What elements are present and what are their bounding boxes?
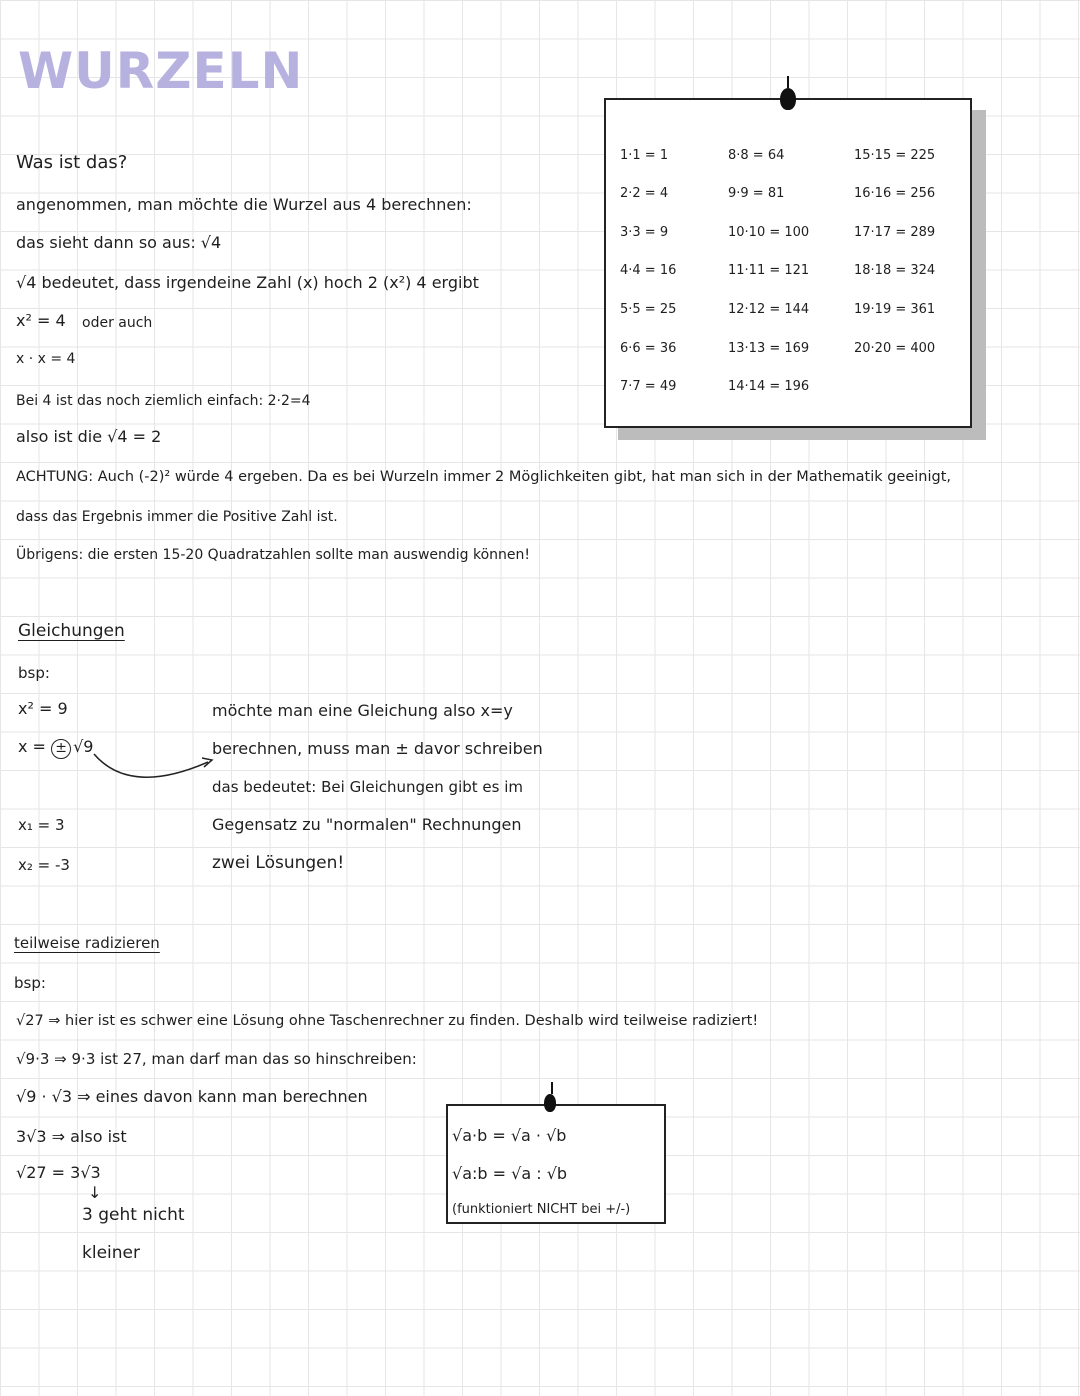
square-14: 14·14 = 196 bbox=[728, 379, 810, 394]
square-18: 18·18 = 324 bbox=[854, 263, 936, 278]
intro-line-4b: oder auch bbox=[82, 315, 153, 331]
square-10: 10·10 = 100 bbox=[728, 225, 810, 240]
square-8: 8·8 = 64 bbox=[728, 148, 785, 163]
rule-1: √a·b = √a · √b bbox=[452, 1126, 567, 1145]
square-19: 19·19 = 361 bbox=[854, 302, 936, 317]
equation-note-3: das bedeutet: Bei Gleichungen gibt es im bbox=[212, 778, 524, 796]
partial-line-4: 3√3 ⇒ also ist bbox=[16, 1127, 127, 1146]
intro-line-4a: x² = 4 bbox=[16, 311, 66, 330]
equation-2-left: x = bbox=[18, 737, 46, 756]
square-2: 2·2 = 4 bbox=[620, 186, 669, 201]
down-arrow-icon: ↓ bbox=[88, 1183, 102, 1202]
pin-icon bbox=[780, 88, 796, 110]
rule-2: √a:b = √a : √b bbox=[452, 1164, 568, 1183]
partial-line-5: √27 = 3√3 bbox=[16, 1163, 101, 1182]
square-12: 12·12 = 144 bbox=[728, 302, 810, 317]
plus-minus-icon: ± bbox=[51, 739, 71, 759]
intro-line-2: das sieht dann so aus: √4 bbox=[16, 233, 222, 252]
square-6: 6·6 = 36 bbox=[620, 341, 677, 356]
partial-line-1: √27 ⇒ hier ist es schwer eine Lösung ohne Taschenrechner zu finden. Deshalb wird teilweise radiziert! bbox=[16, 1013, 759, 1029]
partial-line-3: √9 · √3 ⇒ eines davon kann man berechnen bbox=[16, 1087, 368, 1106]
solution-1: x₁ = 3 bbox=[18, 816, 65, 834]
square-17: 17·17 = 289 bbox=[854, 225, 936, 240]
intro-line-10: Übrigens: die ersten 15-20 Quadratzahlen sollte man auswendig können! bbox=[16, 547, 531, 563]
intro-line-6: Bei 4 ist das noch ziemlich einfach: 2·2=4 bbox=[16, 393, 311, 409]
partial-note-2: kleiner bbox=[82, 1243, 140, 1263]
square-3: 3·3 = 9 bbox=[620, 225, 669, 240]
equation-note-2: berechnen, muss man ± davor schreiben bbox=[212, 739, 543, 758]
intro-line-1: angenommen, man möchte die Wurzel aus 4 berechnen: bbox=[16, 195, 472, 214]
square-16: 16·16 = 256 bbox=[854, 186, 936, 201]
square-1: 1·1 = 1 bbox=[620, 148, 669, 163]
intro-line-7: also ist die √4 = 2 bbox=[16, 427, 162, 446]
equation-note-4: Gegensatz zu "normalen" Rechnungen bbox=[212, 815, 522, 834]
intro-line-9: dass das Ergebnis immer die Positive Zahl ist. bbox=[16, 509, 338, 525]
square-13: 13·13 = 169 bbox=[728, 341, 810, 356]
solution-2: x₂ = -3 bbox=[18, 856, 70, 874]
example-label: bsp: bbox=[18, 664, 50, 682]
square-9: 9·9 = 81 bbox=[728, 186, 785, 201]
equation-1: x² = 9 bbox=[18, 699, 68, 718]
equation-2-root: √9 bbox=[73, 737, 94, 756]
section-heading-teilweise-radizieren: teilweise radizieren bbox=[14, 934, 160, 952]
square-4: 4·4 = 16 bbox=[620, 263, 677, 278]
intro-line-3: √4 bedeutet, dass irgendeine Zahl (x) hoch 2 (x²) 4 ergibt bbox=[16, 273, 479, 292]
question-text: Was ist das? bbox=[16, 152, 128, 173]
rule-3: (funktioniert NICHT bei +/-) bbox=[452, 1202, 631, 1217]
equation-note-5: zwei Lösungen! bbox=[212, 853, 345, 873]
equation-note-1: möchte man eine Gleichung also x=y bbox=[212, 701, 513, 720]
intro-line-8: ACHTUNG: Auch (-2)² würde 4 ergeben. Da es bei Wurzeln immer 2 Möglichkeiten gibt, hat man sich in der Mathematik geeinigt, bbox=[16, 469, 952, 485]
square-7: 7·7 = 49 bbox=[620, 379, 677, 394]
equation-2 bbox=[18, 738, 93, 759]
square-5: 5·5 = 25 bbox=[620, 302, 677, 317]
square-20: 20·20 = 400 bbox=[854, 341, 936, 356]
square-11: 11·11 = 121 bbox=[728, 263, 810, 278]
square-15: 15·15 = 225 bbox=[854, 148, 936, 163]
example-label-2: bsp: bbox=[14, 974, 46, 992]
partial-note-1: 3 geht nicht bbox=[82, 1205, 185, 1225]
pin-icon-2 bbox=[544, 1094, 556, 1112]
page-title: WURZELN bbox=[18, 42, 304, 100]
intro-line-5: x · x = 4 bbox=[16, 351, 76, 367]
section-heading-gleichungen: Gleichungen bbox=[18, 621, 125, 641]
connector-arrow-icon bbox=[90, 746, 220, 796]
partial-line-2: √9·3 ⇒ 9·3 ist 27, man darf man das so hinschreiben: bbox=[16, 1050, 417, 1068]
